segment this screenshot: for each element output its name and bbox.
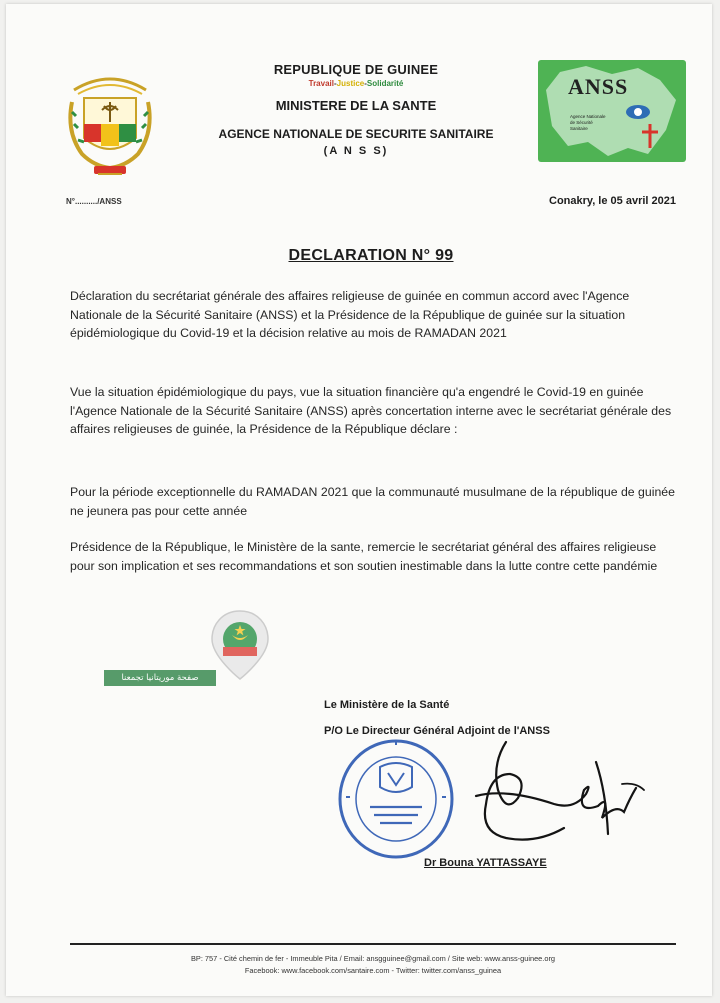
motto-word-2: Justice	[336, 79, 365, 88]
national-motto: Travail-Justice-Solidarité	[308, 79, 404, 88]
republic-name: REPUBLIQUE DE GUINEE	[273, 62, 439, 77]
ministry-name: MINISTERE DE LA SANTE	[275, 98, 437, 113]
footer-social-line: Facebook: www.facebook.com/santaire.com - Twitter: twitter.com/anss_guinea	[244, 966, 502, 975]
agency-name: AGENCE NATIONALE DE SECURITE SANITAIRE	[218, 127, 494, 141]
watermark-caption: صفحة موريتانيا تجمعنا	[104, 670, 216, 686]
signatory-title: P/O Le Directeur Général Adjoint de l'ANSS	[324, 725, 550, 737]
anss-logo	[538, 60, 686, 162]
paragraph-3: Pour la période exceptionnelle du RAMADAN 2021 que la communauté musulmane de la république de guinée ne jeunera pas pour cette année	[70, 485, 675, 518]
document-date: Conakry, le 05 avril 2021	[549, 195, 676, 207]
anss-logo-title: ANSS	[568, 74, 629, 99]
motto-word-3: Solidarité	[366, 79, 404, 88]
map-pin-watermark-icon	[208, 609, 272, 681]
anss-logo-subtitle: Agence Nationale de Sécurité Sanitaire	[570, 114, 606, 131]
handwritten-signature	[436, 734, 666, 854]
guinea-coat-of-arms-icon	[64, 62, 156, 182]
motto-word-1: Travail	[308, 79, 334, 88]
footer-divider	[70, 943, 676, 945]
document-page	[6, 4, 712, 996]
footer-contact-line: BP: 757 - Cité chemin de fer - Immeuble Pita / Email: ansgguinee@gmail.com / Site web: www.anss-guinee.org	[190, 954, 556, 963]
paragraph-2: Vue la situation épidémiologique du pays, vue la situation financière qu'a engendré le Covid-19 en guinée l'Agence Nationale de la Sécurité Sanitaire (ANSS) après concertation interne avec le secrétariat générale des affaires religieuses de guinée, la Présidence de la République déclare :	[70, 385, 672, 436]
agency-abbreviation: (A N S S)	[323, 145, 389, 157]
declaration-title: DECLARATION N° 99	[288, 247, 454, 264]
signatory-name: Dr Bouna YATTASSAYE	[424, 857, 547, 869]
signatory-ministry: Le Ministère de la Santé	[324, 699, 450, 711]
letterhead	[186, 62, 526, 157]
reference-number: N°........../ANSS	[66, 197, 122, 206]
paragraph-1: Déclaration du secrétariat générale des affaires religieuse de guinée en commun accord avec l'Agence Nationale de la Sécurité Sanitaire (ANSS) et la Présidence de la République de guinée sur la situation épidémiologique du Covid-19 et la décision relative au mois de RAMADAN 2021	[70, 289, 630, 340]
paragraph-4: Présidence de la République, le Ministère de la sante, remercie le secrétariat général des affaires religieuse pour son implication et ses recommandations et son soutien inestimable dans la lutte contre cette pandémie	[70, 540, 658, 573]
